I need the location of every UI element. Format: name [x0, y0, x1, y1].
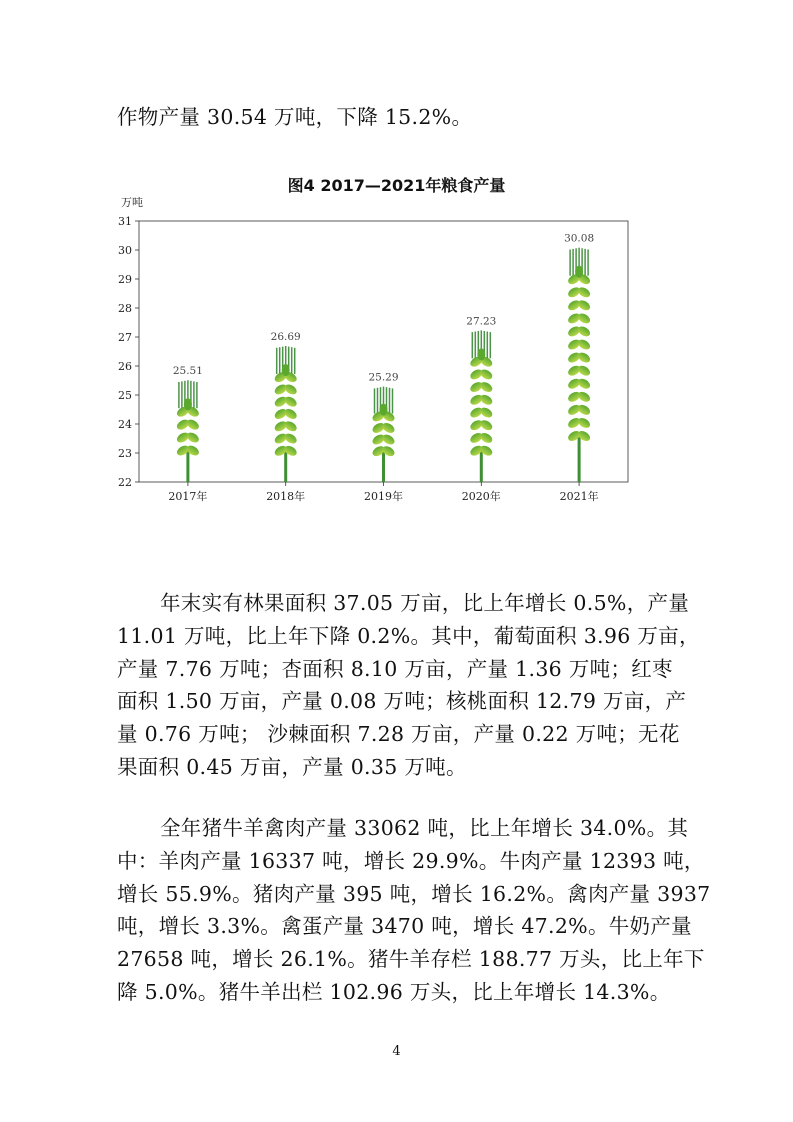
wheat-top-grain: [575, 266, 583, 278]
paragraph-1-line: 11.01 万吨，比上年下降 0.2%。其中，葡萄面积 3.96 万亩，: [117, 623, 700, 648]
paragraph-1-line: 果面积 0.45 万亩，产量 0.35 万吨。: [117, 755, 467, 779]
y-unit-label: 万吨: [121, 196, 143, 209]
wheat-grain: [283, 407, 298, 421]
wheat-grain: [479, 418, 494, 432]
value-label: 26.69: [270, 330, 301, 343]
y-tick-label: 28: [118, 302, 132, 315]
wheat-grain: [283, 419, 298, 433]
wheat-grain: [185, 431, 200, 445]
wheat-grain: [479, 406, 494, 420]
wheat-grain: [479, 393, 494, 407]
plot-frame: [139, 221, 628, 482]
y-tick-label: 23: [118, 447, 132, 460]
wheat-grain: [576, 351, 591, 365]
wheat-ear-bar: [371, 387, 396, 482]
wheat-grain: [381, 433, 396, 447]
y-tick-label: 31: [118, 215, 132, 228]
y-tick-label: 24: [118, 418, 132, 431]
value-label: 25.51: [172, 365, 203, 378]
wheat-stem: [186, 450, 189, 482]
x-tick-label: 2018年: [266, 490, 306, 503]
wheat-grain: [479, 380, 494, 394]
wheat-top-grain: [477, 348, 485, 360]
chart-title: 图4 2017—2021年粮食产量: [287, 176, 506, 195]
x-tick-label: 2017年: [168, 490, 208, 503]
paragraph-2-line: 27658 吨，增长 26.1%。猪牛羊存栏 188.77 万头，比上年下: [117, 947, 705, 972]
wheat-grain: [381, 421, 396, 435]
y-axis: [118, 215, 139, 489]
wheat-stem: [578, 436, 581, 482]
wheat-grain: [185, 418, 200, 432]
grain-production-chart: [0, 0, 793, 560]
wheat-grain: [283, 382, 298, 396]
value-label: 25.29: [368, 371, 399, 384]
page-number: 4: [392, 1044, 401, 1059]
y-tick-label: 30: [118, 244, 132, 257]
wheat-grain: [576, 338, 591, 352]
wheat-grain: [576, 298, 591, 312]
wheat-grain: [576, 364, 591, 378]
paragraph-2-line: 降 5.0%。猪牛羊出栏 102.96 万头，比上年增长 14.3%。: [117, 980, 671, 1004]
paragraph-1-line: 面积 1.50 万亩，产量 0.08 万吨；核桃面积 12.79 万亩，产: [117, 689, 687, 714]
wheat-ear-bar: [469, 330, 494, 482]
paragraph-1-line: 年末实有林果面积 37.05 万亩，比上年增长 0.5%，产量: [160, 591, 690, 615]
y-tick-label: 25: [118, 389, 132, 402]
wheat-grain: [283, 395, 298, 409]
wheat-grain: [576, 285, 591, 299]
wheat-top-grain: [282, 364, 290, 376]
wheat-top-grain: [380, 404, 388, 416]
wheat-top-grain: [184, 398, 192, 410]
x-axis: [168, 482, 598, 503]
wheat-grain: [576, 324, 591, 338]
wheat-grain: [576, 403, 591, 417]
value-labels: [173, 233, 594, 384]
wheat-grain: [283, 432, 298, 446]
wheat-grain: [479, 431, 494, 445]
wheat-grain: [576, 377, 591, 391]
wheat-stem: [382, 450, 385, 482]
paragraph-2-line: 中：羊肉产量 16337 吨，增长 29.9%。牛肉产量 12393 吨，: [117, 848, 705, 873]
x-tick-label: 2020年: [461, 490, 501, 503]
paragraph-1-line: 产量 7.76 万吨；杏面积 8.10 万亩，产量 1.36 万吨；红枣: [117, 656, 673, 681]
value-label: 27.23: [466, 315, 497, 328]
wheat-ear-bar: [175, 380, 200, 482]
wheat-ear-bar: [273, 346, 298, 482]
wheat-grain: [576, 390, 591, 404]
x-tick-label: 2021年: [559, 490, 599, 503]
y-tick-label: 29: [118, 273, 132, 286]
wheat-stem: [284, 450, 287, 482]
x-tick-label: 2019年: [364, 490, 403, 503]
paragraph-2-line: 增长 55.9%。猪肉产量 395 吨，增长 16.2%。禽肉产量 3937: [117, 881, 711, 906]
top-text-line: 作物产量 30.54 万吨，下降 15.2%。: [117, 105, 473, 129]
wheat-grain: [576, 416, 591, 430]
wheat-ear-bars: [172, 248, 592, 482]
paragraph-1-line: 量 0.76 万吨； 沙棘面积 7.28 万亩，产量 0.22 万吨；无花: [117, 722, 680, 747]
y-tick-label: 26: [118, 360, 132, 373]
y-tick-label: 22: [118, 476, 132, 489]
wheat-grain: [479, 367, 494, 381]
value-label: 30.08: [564, 232, 595, 245]
wheat-grain: [576, 311, 591, 325]
wheat-ear-bar: [566, 248, 591, 482]
paragraph-2-line: 吨，增长 3.3%。禽蛋产量 3470 吨，增长 47.2%。牛奶产量: [117, 914, 692, 939]
paragraph-2-line: 全年猪牛羊禽肉产量 33062 吨，比上年增长 34.0%。其: [160, 816, 689, 840]
wheat-stem: [480, 450, 483, 482]
y-tick-label: 27: [118, 331, 132, 344]
